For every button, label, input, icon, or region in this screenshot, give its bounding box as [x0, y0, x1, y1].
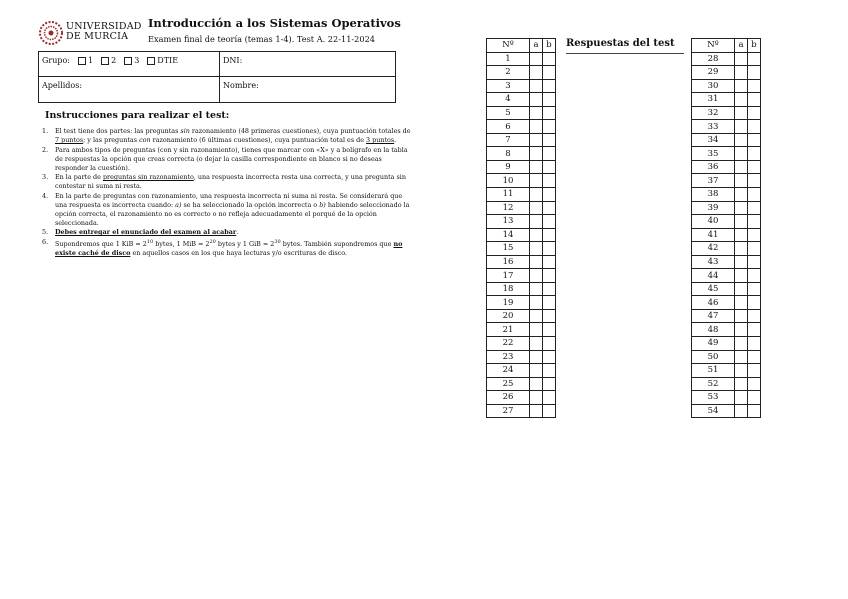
answer-cell-b[interactable] — [748, 133, 761, 147]
answer-cell-b[interactable] — [543, 391, 556, 405]
answer-cell-b[interactable] — [543, 242, 556, 256]
answer-cell-a[interactable] — [735, 52, 748, 66]
instruction-number: 2. — [42, 145, 49, 154]
answer-cell-a[interactable] — [530, 337, 543, 351]
instruction-text: En la parte de — [55, 173, 103, 181]
answer-cell-b[interactable] — [543, 337, 556, 351]
answer-cell-a[interactable] — [530, 120, 543, 134]
answer-row — [487, 242, 556, 256]
col-header-num: Nº — [692, 39, 735, 53]
answer-cell-b[interactable] — [748, 242, 761, 256]
question-number: 31 — [692, 93, 735, 107]
answer-row — [487, 188, 556, 202]
question-number: 17 — [487, 269, 530, 283]
answer-cell-a[interactable] — [735, 120, 748, 134]
question-number: 50 — [692, 350, 735, 364]
nombre-field[interactable]: Nombre: — [223, 81, 259, 90]
answer-row — [487, 120, 556, 134]
answer-cell-b[interactable] — [748, 79, 761, 93]
answer-cell-a[interactable] — [530, 106, 543, 120]
instruction-item — [42, 192, 412, 228]
instruction-text: razonamiento (6 últimas cuestiones), cuya puntuación total es de — [150, 136, 367, 144]
answer-row — [692, 323, 761, 337]
answer-cell-a[interactable] — [735, 323, 748, 337]
answer-cell-a[interactable] — [530, 282, 543, 296]
answer-cell-a[interactable] — [735, 364, 748, 378]
group-option-2[interactable]: 2 — [101, 56, 116, 65]
answer-cell-b[interactable] — [543, 269, 556, 283]
answers-title: Respuestas del test — [566, 38, 675, 49]
answer-cell-b[interactable] — [543, 201, 556, 215]
answer-cell-b[interactable] — [543, 147, 556, 161]
instruction-number: 3. — [42, 173, 49, 181]
question-number: 42 — [692, 242, 735, 256]
answer-cell-b[interactable] — [748, 120, 761, 134]
answer-row — [487, 391, 556, 405]
answer-cell-b[interactable] — [748, 215, 761, 229]
answers-title-rule — [566, 53, 684, 54]
answer-cell-b[interactable] — [748, 391, 761, 405]
answer-cell-a[interactable] — [735, 391, 748, 405]
instruction-text: Para ambos tipos de preguntas (con y sin razonamiento), tienes que marcar con «X» y a bolígrafo en la tabla de respuestas la opción que creas correcta (o dejar la casilla correspondiente en blanco si no deseas responder la cuestión). — [55, 145, 408, 172]
question-number: 2 — [487, 66, 530, 80]
answer-cell-b[interactable] — [543, 377, 556, 391]
answer-cell-b[interactable] — [543, 364, 556, 378]
answer-row — [692, 309, 761, 323]
answer-row — [692, 404, 761, 418]
answer-row — [487, 147, 556, 161]
answer-row — [487, 228, 556, 242]
instruction-number: 1. — [42, 127, 49, 135]
instruction-text: b) — [319, 200, 326, 209]
answer-cell-b[interactable] — [543, 120, 556, 134]
university-logo — [38, 20, 142, 46]
answer-cell-a[interactable] — [530, 201, 543, 215]
instruction-text: ; y las preguntas — [83, 136, 140, 144]
answer-cell-b[interactable] — [748, 323, 761, 337]
col-header-a: a — [735, 39, 748, 53]
question-number: 41 — [692, 228, 735, 242]
logo-text-line1: UNIVERSIDAD — [66, 21, 142, 32]
answer-cell-a[interactable] — [530, 242, 543, 256]
answer-cell-b[interactable] — [543, 188, 556, 202]
answer-cell-a[interactable] — [735, 133, 748, 147]
question-number: 51 — [692, 364, 735, 378]
answer-row — [692, 242, 761, 256]
question-number: 37 — [692, 174, 735, 188]
question-number: 38 — [692, 188, 735, 202]
answer-cell-b[interactable] — [748, 364, 761, 378]
instruction-number: 6. — [42, 237, 49, 246]
answer-row — [692, 79, 761, 93]
instruction-text: . — [394, 136, 397, 144]
answer-row — [692, 364, 761, 378]
answer-cell-a[interactable] — [530, 133, 543, 147]
answer-cell-b[interactable] — [543, 160, 556, 174]
instruction-text: preguntas sin razonamiento — [102, 173, 194, 181]
instruction-text: habiendo seleccionado la opción correcta, el razonamiento no es correcto o no refleja adecuadamente el porqué de la opción seleccionada. — [55, 200, 410, 227]
answer-cell-a[interactable] — [530, 147, 543, 161]
answer-row — [487, 93, 556, 107]
answer-row — [692, 93, 761, 107]
answer-cell-a[interactable] — [735, 377, 748, 391]
answer-table-left — [486, 38, 556, 418]
answer-row — [692, 296, 761, 310]
question-number: 36 — [692, 160, 735, 174]
answer-cell-a[interactable] — [530, 309, 543, 323]
question-number: 9 — [487, 160, 530, 174]
question-number: 22 — [487, 337, 530, 351]
answer-cell-a[interactable] — [530, 215, 543, 229]
answer-row — [692, 255, 761, 269]
answer-cell-b[interactable] — [748, 93, 761, 107]
instruction-item — [42, 228, 412, 237]
question-number: 5 — [487, 106, 530, 120]
answer-cell-b[interactable] — [748, 174, 761, 188]
question-number: 3 — [487, 79, 530, 93]
answer-row — [692, 147, 761, 161]
answer-cell-b[interactable] — [748, 147, 761, 161]
instruction-text: bytes y 1 GiB = 2 — [215, 239, 275, 248]
apellidos-field[interactable]: Apellidos: — [42, 81, 83, 90]
answer-cell-a[interactable] — [735, 228, 748, 242]
question-number: 40 — [692, 215, 735, 229]
answer-cell-b[interactable] — [543, 52, 556, 66]
instruction-item — [42, 173, 412, 191]
instruction-text: El test tiene dos partes: las preguntas — [55, 127, 181, 135]
instruction-item — [42, 146, 412, 173]
university-seal-icon — [38, 20, 64, 46]
instruction-text: bytes. También supondremos que — [280, 239, 394, 248]
question-number: 21 — [487, 323, 530, 337]
question-number: 25 — [487, 377, 530, 391]
instruction-text: bytes, 1 MiB = 2 — [153, 239, 210, 248]
answer-cell-a[interactable] — [735, 282, 748, 296]
answer-row — [692, 160, 761, 174]
answer-cell-b[interactable] — [748, 201, 761, 215]
answer-cell-a[interactable] — [735, 242, 748, 256]
answer-cell-b[interactable] — [543, 106, 556, 120]
instruction-text: sin — [180, 127, 190, 135]
answer-cell-a[interactable] — [530, 188, 543, 202]
question-number: 52 — [692, 377, 735, 391]
col-header-b: b — [543, 39, 556, 53]
question-number: 24 — [487, 364, 530, 378]
answer-row — [692, 282, 761, 296]
question-number: 28 — [692, 52, 735, 66]
answer-cell-a[interactable] — [735, 93, 748, 107]
answer-cell-b[interactable] — [748, 66, 761, 80]
answer-cell-b[interactable] — [543, 215, 556, 229]
answer-row — [692, 228, 761, 242]
answer-row — [487, 160, 556, 174]
answer-row — [487, 133, 556, 147]
question-number: 10 — [487, 174, 530, 188]
page-subtitle: Examen final de teoría (temas 1-4). Test A. 22-11-2024 — [148, 34, 376, 44]
answer-cell-a[interactable] — [530, 350, 543, 364]
answer-row — [487, 309, 556, 323]
instruction-text: se ha seleccionado la opción incorrecta o — [181, 200, 320, 209]
answer-cell-a[interactable] — [530, 66, 543, 80]
question-number: 47 — [692, 309, 735, 323]
answer-cell-b[interactable] — [543, 255, 556, 269]
answer-row — [487, 106, 556, 120]
answer-row — [487, 269, 556, 283]
checkbox-icon[interactable] — [101, 57, 109, 65]
question-number: 33 — [692, 120, 735, 134]
logo-text-line2: DE MURCIA — [66, 31, 129, 42]
question-number: 44 — [692, 269, 735, 283]
answer-cell-b[interactable] — [543, 174, 556, 188]
question-number: 23 — [487, 350, 530, 364]
question-number: 15 — [487, 242, 530, 256]
instructions-list — [42, 127, 412, 258]
answer-row — [487, 66, 556, 80]
answer-cell-a[interactable] — [735, 296, 748, 310]
answer-row — [692, 52, 761, 66]
answer-cell-b[interactable] — [748, 377, 761, 391]
answer-cell-a[interactable] — [530, 377, 543, 391]
answer-cell-a[interactable] — [735, 309, 748, 323]
instruction-text: razonamiento (48 primeras cuestiones), cuya puntuación totales de — [189, 127, 411, 135]
answer-row — [692, 133, 761, 147]
question-number: 46 — [692, 296, 735, 310]
question-number: 20 — [487, 309, 530, 323]
answer-row — [692, 201, 761, 215]
question-number: 26 — [487, 391, 530, 405]
answer-row — [487, 350, 556, 364]
instruction-text: 30 — [274, 238, 281, 245]
answer-cell-a[interactable] — [735, 188, 748, 202]
answer-cell-a[interactable] — [530, 52, 543, 66]
question-number: 14 — [487, 228, 530, 242]
answer-cell-a[interactable] — [735, 106, 748, 120]
answer-cell-b[interactable] — [543, 133, 556, 147]
instruction-text: con — [139, 136, 151, 144]
question-number: 49 — [692, 337, 735, 351]
answer-row — [487, 337, 556, 351]
page-title: Introducción a los Sistemas Operativos — [148, 16, 401, 30]
question-number: 1 — [487, 52, 530, 66]
answer-cell-a[interactable] — [530, 296, 543, 310]
answer-cell-a[interactable] — [735, 269, 748, 283]
answer-cell-b[interactable] — [543, 323, 556, 337]
answer-cell-a[interactable] — [735, 337, 748, 351]
instruction-text: en aquellos casos en los que haya lecturas y/o escrituras de disco. — [130, 248, 347, 257]
answer-row — [487, 79, 556, 93]
answer-cell-a[interactable] — [530, 391, 543, 405]
answer-cell-b[interactable] — [543, 282, 556, 296]
instruction-text: 20 — [209, 238, 216, 245]
checkbox-icon[interactable] — [124, 57, 132, 65]
answer-row — [692, 269, 761, 283]
answer-row — [487, 255, 556, 269]
question-number: 48 — [692, 323, 735, 337]
answer-row — [487, 377, 556, 391]
answer-cell-a[interactable] — [735, 147, 748, 161]
checkbox-icon[interactable] — [147, 57, 155, 65]
answer-cell-a[interactable] — [530, 174, 543, 188]
answer-row — [692, 350, 761, 364]
question-number: 19 — [487, 296, 530, 310]
instruction-text: , una respuesta incorrecta resta una correcta, y una pregunta sin contestar ni suma ni resta. — [55, 173, 406, 190]
instruction-item — [42, 127, 412, 145]
answer-row — [692, 120, 761, 134]
question-number: 29 — [692, 66, 735, 80]
answer-row — [487, 323, 556, 337]
answer-row — [692, 391, 761, 405]
question-number: 7 — [487, 133, 530, 147]
answer-row — [692, 215, 761, 229]
answer-cell-b[interactable] — [543, 350, 556, 364]
answer-row — [487, 201, 556, 215]
answer-cell-a[interactable] — [530, 79, 543, 93]
question-number: 32 — [692, 106, 735, 120]
answer-cell-b[interactable] — [748, 296, 761, 310]
answer-cell-a[interactable] — [530, 323, 543, 337]
instruction-text: Supondremos que 1 KiB = 2 — [55, 239, 147, 248]
question-number: 53 — [692, 391, 735, 405]
answer-cell-a[interactable] — [735, 160, 748, 174]
group-selector — [42, 56, 178, 65]
answer-cell-b[interactable] — [543, 93, 556, 107]
question-number: 6 — [487, 120, 530, 134]
answer-cell-b[interactable] — [543, 404, 556, 418]
question-number: 43 — [692, 255, 735, 269]
instruction-text: 7 puntos — [55, 136, 84, 144]
answer-row — [692, 174, 761, 188]
answer-cell-b[interactable] — [748, 282, 761, 296]
answer-cell-b[interactable] — [748, 255, 761, 269]
answer-row — [692, 337, 761, 351]
answer-cell-a[interactable] — [530, 228, 543, 242]
answer-cell-b[interactable] — [748, 188, 761, 202]
answer-row — [487, 404, 556, 418]
answer-row — [692, 188, 761, 202]
answer-row — [487, 52, 556, 66]
question-number: 45 — [692, 282, 735, 296]
instruction-number: 5. — [42, 228, 49, 236]
question-number: 12 — [487, 201, 530, 215]
question-number: 18 — [487, 282, 530, 296]
col-header-a: a — [530, 39, 543, 53]
checkbox-icon[interactable] — [78, 57, 86, 65]
answer-cell-b[interactable] — [543, 66, 556, 80]
instruction-text: En la parte de preguntas con razonamiento, una respuesta incorrecta ni suma ni resta. Se considerará que una respuesta es incorrecta cuando: — [55, 191, 403, 209]
instruction-text: a) — [175, 200, 182, 209]
question-number: 13 — [487, 215, 530, 229]
answer-cell-a[interactable] — [530, 269, 543, 283]
answer-cell-a[interactable] — [530, 255, 543, 269]
question-number: 11 — [487, 188, 530, 202]
answer-row — [487, 296, 556, 310]
answer-table-right — [691, 38, 761, 418]
question-number: 27 — [487, 404, 530, 418]
answer-row — [692, 377, 761, 391]
answer-cell-b[interactable] — [543, 79, 556, 93]
question-number: 54 — [692, 404, 735, 418]
answer-cell-b[interactable] — [748, 350, 761, 364]
question-number: 8 — [487, 147, 530, 161]
group-option-dtie[interactable]: DTIE — [147, 56, 178, 65]
answer-cell-a[interactable] — [735, 201, 748, 215]
answer-cell-a[interactable] — [735, 255, 748, 269]
answer-row — [487, 174, 556, 188]
question-number: 30 — [692, 79, 735, 93]
question-number: 34 — [692, 133, 735, 147]
answer-cell-b[interactable] — [748, 160, 761, 174]
answer-cell-a[interactable] — [735, 215, 748, 229]
question-number: 35 — [692, 147, 735, 161]
instruction-number: 4. — [42, 191, 49, 200]
col-header-b: b — [748, 39, 761, 53]
answer-cell-a[interactable] — [735, 404, 748, 418]
instruction-text: 10 — [146, 238, 154, 245]
question-number: 39 — [692, 201, 735, 215]
question-number: 4 — [487, 93, 530, 107]
answer-row — [692, 66, 761, 80]
answer-cell-b[interactable] — [748, 404, 761, 418]
instruction-item — [42, 238, 412, 258]
question-number: 16 — [487, 255, 530, 269]
instruction-text: 3 puntos — [366, 136, 395, 144]
group-option-1[interactable]: 1 — [78, 56, 93, 65]
answer-cell-a[interactable] — [735, 79, 748, 93]
instruction-text: no existe caché de disco — [55, 239, 403, 257]
answer-cell-b[interactable] — [748, 309, 761, 323]
answer-row — [692, 106, 761, 120]
answer-cell-a[interactable] — [530, 404, 543, 418]
answer-row — [487, 364, 556, 378]
answer-row — [487, 215, 556, 229]
answer-cell-a[interactable] — [530, 160, 543, 174]
dni-field[interactable]: DNI: — [223, 56, 243, 65]
instructions-title: Instrucciones para realizar el test: — [45, 110, 230, 121]
answer-cell-a[interactable] — [735, 174, 748, 188]
answer-cell-a[interactable] — [735, 350, 748, 364]
instruction-text: Debes entregar el enunciado del examen al acabar — [55, 228, 237, 236]
answer-cell-a[interactable] — [735, 66, 748, 80]
answer-cell-b[interactable] — [748, 269, 761, 283]
answer-cell-b[interactable] — [543, 228, 556, 242]
answer-cell-a[interactable] — [530, 93, 543, 107]
instruction-text: . — [236, 228, 239, 236]
answer-cell-b[interactable] — [748, 228, 761, 242]
group-label: Grupo: — [42, 56, 70, 65]
student-id-box — [38, 51, 396, 103]
answer-cell-b[interactable] — [543, 309, 556, 323]
answer-cell-b[interactable] — [748, 106, 761, 120]
col-header-num: Nº — [487, 39, 530, 53]
answer-cell-b[interactable] — [748, 52, 761, 66]
group-option-3[interactable]: 3 — [124, 56, 139, 65]
answer-cell-a[interactable] — [530, 364, 543, 378]
answer-row — [487, 282, 556, 296]
answer-cell-b[interactable] — [543, 296, 556, 310]
answer-cell-b[interactable] — [748, 337, 761, 351]
